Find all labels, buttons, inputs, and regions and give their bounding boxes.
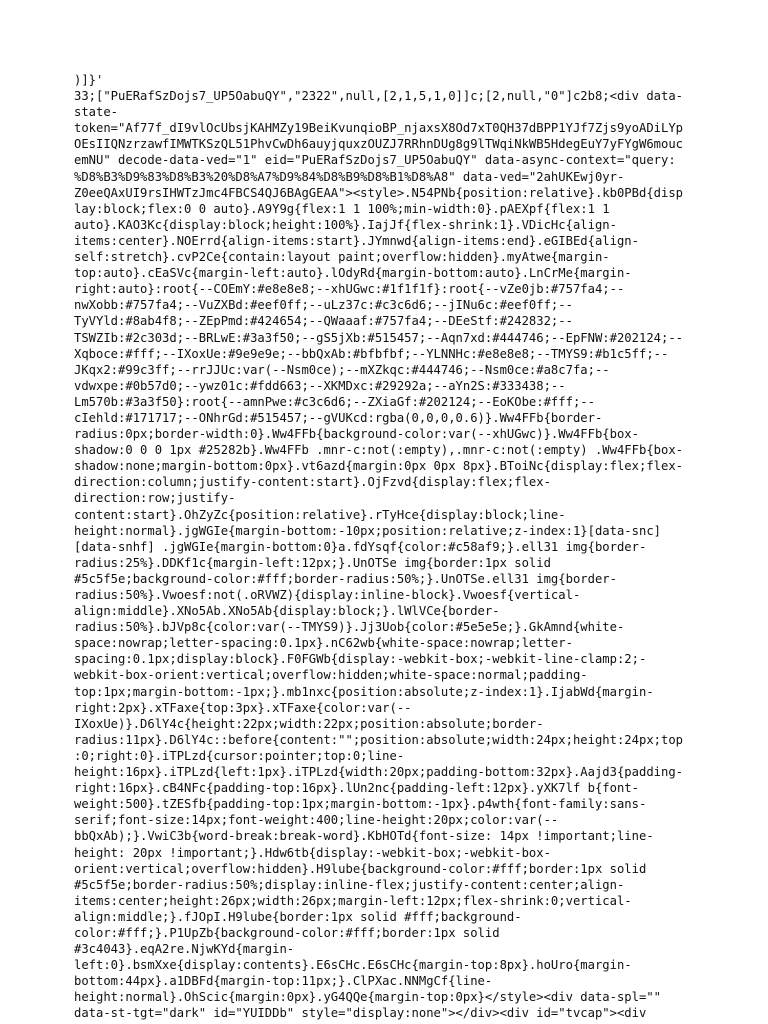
text-line: token="Af77f_dI9vlOcUbsjKAHMZy19BeiKvunqioBP_njaxsX8Od7xT0QH37dBPP1YJf7Zjs9yoADiLYp: [74, 121, 684, 136]
text-line: vdwxpe:#0b57d0;--ywz01c:#fdd663;--XKMDxc:#29292a;--aYn2S:#333438;--: [74, 378, 566, 393]
text-line: align:middle}.XNo5Ab.XNo5Ab{display:block;}.lWlVCe{border-: [74, 604, 500, 619]
text-line: cIehld:#171717;--ONhrGd:#515457;--gVUKcd:rgba(0,0,0,0.6)}.Ww4FFb{border-: [74, 410, 603, 425]
text-line: radius:11px}.D6lY4c::before{content:"";position:absolute;width:24px;height:24px;top: [74, 732, 684, 747]
text-line: TyVYld:#8ab4f8;--ZEpPmd:#424654;--QWaaaf:#757fa4;--DEeStf:#242832;--: [74, 314, 573, 329]
text-line: data-st-tgt="dark" id="YUIDDb" style="display:none"></div><div id="tvcap"><div: [74, 1006, 647, 1021]
text-line: left:0}.bsmXxe{display:contents}.E6sCHc.E6sCHc{margin-top:8px}.hoUro{margin-: [74, 958, 632, 973]
text-line: height:normal}.OhScic{margin:0px}.yG4QQe{margin-top:0px}</style><div data-spl="": [74, 990, 661, 1005]
text-line: emNU" decode-data-ved="1" eid="PuERafSzDojs7_UP5OabuQY" data-async-context="query:: [74, 153, 676, 168]
text-line: 33;["PuERafSzDojs7_UP5OabuQY","2322",null,[2,1,5,1,0]]c;[2,null,"0"]c2b8;<div data-: [74, 89, 684, 104]
text-line: height: 20px !important;}.Hdw6tb{display:-webkit-box;-webkit-box-: [74, 845, 551, 860]
text-line: top:auto}.cEaSVc{margin-left:auto}.lOdyRd{margin-bottom:auto}.LnCrMe{margin-: [74, 266, 632, 281]
text-line: shadow:none;margin-bottom:0px}.vt6azd{margin:0px 0px 8px}.BToiNc{display:flex;flex-: [74, 459, 684, 474]
text-line: Lm570b:#3a3f50}:root{--amnPwe:#c3c6d6;--ZXiaGf:#202124;--EoKObe:#fff;--: [74, 394, 595, 409]
text-line: content:start}.OhZyZc{position:relative}.rTyHce{display:block;line-: [74, 507, 566, 522]
text-line: shadow:0 0 0 1px #25282b}.Ww4FFb .mnr-c:not(:empty),.mnr-c:not(:empty) .Ww4FFb{box-: [74, 443, 684, 458]
text-line: space:nowrap;letter-spacing:0.1px}.nC62wb{white-space:nowrap;letter-: [74, 636, 573, 651]
text-line: %D8%B3%D9%83%D8%B3%20%D8%A7%D9%84%D8%B9%D8%B1%D8%A8" data-ved="2ahUKEwj0yr-: [74, 169, 625, 184]
text-line: lay:block;flex:0 0 auto}.A9Y9g{flex:1 1 100%;min-width:0}.pAEXpf{flex:1 1: [74, 201, 610, 216]
text-line: state-: [74, 105, 119, 120]
text-line: radius:0px;border-width:0}.Ww4FFb{background-color:var(--xhUGwc)}.Ww4FFb{box-: [74, 427, 639, 442]
text-line: auto}.KAO3Kc{display:block;height:100%}.IajJf{flex-shrink:1}.VDicHc{align-: [74, 217, 617, 232]
text-line: #3c4043}.eqA2re.NjwKYd{margin-: [74, 942, 295, 957]
text-line: items:center;height:26px;width:26px;margin-left:12px;flex-shrink:0;vertical-: [74, 893, 632, 908]
text-line: serif;font-size:14px;font-weight:400;line-height:20px;color:var(--: [74, 813, 559, 828]
text-line: :0;right:0}.iTPLzd{cursor:pointer;top:0;line-: [74, 748, 405, 763]
text-line: align:middle;}.fJOpI.H9lube{border:1px solid #fff;background-: [74, 909, 522, 924]
text-line: bottom:44px}.a1DBFd{margin-top:11px;}.ClPXac.NNMgCf{line-: [74, 974, 493, 989]
text-line: color:#fff;}.P1UpZb{background-color:#fff;border:1px solid: [74, 925, 500, 940]
text-line: right:auto}:root{--COEmY:#e8e8e8;--xhUGwc:#1f1f1f}:root{--vZe0jb:#757fa4;--: [74, 282, 625, 297]
text-line: self:stretch}.cvP2Ce{contain:layout paint;overflow:hidden}.myAtwe{margin-: [74, 250, 610, 265]
text-line: #5c5f5e;border-radius:50%;display:inline-flex;justify-content:center;align-: [74, 877, 625, 892]
text-line: webkit-box-orient:vertical;overflow:hidden;white-space:normal;padding-: [74, 668, 588, 683]
text-line: weight:500}.tZESfb{padding-top:1px;margin-bottom:-1px}.p4wth{font-family:sans-: [74, 797, 647, 812]
text-line: spacing:0.1px;display:block}.F0FGWb{display:-webkit-box;-webkit-line-clamp:2;-: [74, 652, 647, 667]
text-line: IXoxUe)}.D6lY4c{height:22px;width:22px;position:absolute;border-: [74, 716, 544, 731]
text-line: height:normal}.jgWGIe{margin-bottom:-10px;position:relative;z-index:1}[data-snc]: [74, 523, 661, 538]
text-line: right:16px}.cB4NFc{padding-top:16px}.lUn2nc{padding-left:12px}.yXK7lf b{font-: [74, 781, 639, 796]
text-line: orient:vertical;overflow:hidden}.H9lube{background-color:#fff;border:1px solid: [74, 861, 647, 876]
text-line: radius:50%}.Vwoesf:not(.oRVWZ){display:inline-block}.Vwoesf{vertical-: [74, 588, 581, 602]
raw-response-text: [74, 72, 714, 1022]
text-line: TSWZIb:#2c303d;--BRLwE:#3a3f50;--gS5jXb:#515457;--Aqn7xd:#444746;--EpFNW:#202124;--: [74, 330, 684, 345]
text-line: right:2px}.xTFaxe{top:3px}.xTFaxe{color:var(--: [74, 700, 412, 715]
text-line: Z0eeQAxUI9rsIHWTzJmc4FBCS4QJ6BAgGEAA"><style>.N54PNb{position:relative}.kb0PBd{disp: [74, 185, 684, 200]
text-line: direction:row;justify-: [74, 491, 236, 506]
text-line: OEsIIQNzrzawfIMWTKSzQL51PhvCwDh6auyjquxzOUZJ7RRhnDUg8g9lTWqiNkWB5HdegEuY7yFYgW6mouc: [74, 137, 684, 152]
text-line: [data-snhf] .jgWGIe{margin-bottom:0}a.fdYsqf{color:#c58af9;}.ell31 img{border-: [74, 539, 647, 554]
text-line: height:16px}.iTPLzd{left:1px}.iTPLzd{width:20px;padding-bottom:32px}.Aajd3{padding-: [74, 765, 684, 780]
text-line: direction:column;justify-content:start}.OjFzvd{display:flex;flex-: [74, 475, 551, 490]
text-line: nwXobb:#757fa4;--VuZXBd:#eef0ff;--uLz37c:#c3c6d6;--jINu6c:#eef0ff;--: [74, 298, 573, 313]
text-line: top:1px;margin-bottom:-1px;}.mb1nxc{position:absolute;z-index:1}.IjabWd{margin-: [74, 684, 654, 699]
text-line: )]}': [74, 73, 104, 87]
text-line: items:center}.NOErrd{align-items:start}.JYmnwd{align-items:end}.eGIBEd{align-: [74, 233, 639, 248]
text-line: Xqboce:#fff;--IXoxUe:#9e9e9e;--bbQxAb:#bfbfbf;--YLNNHc:#e8e8e8;--TMYS9:#b1c5ff;--: [74, 346, 669, 361]
text-line: bbQxAb);}.VwiC3b{word-break:break-word}.KbHOTd{font-size: 14px !important;line-: [74, 829, 654, 844]
text-line: radius:50%}.bJVp8c{color:var(--TMYS9)}.Jj3Uob{color:#5e5e5e;}.GkAmnd{white-: [74, 620, 625, 635]
text-line: radius:25%}.DDKf1c{margin-left:12px;}.UnOTSe img{border:1px solid: [74, 555, 551, 570]
text-line: #5c5f5e;background-color:#fff;border-radius:50%;}.UnOTSe.ell31 img{border-: [74, 571, 617, 586]
text-line: JKqx2:#99c3ff;--rrJJUc:var(--Nsm0ce);--mXZkqc:#444746;--Nsm0ce:#a8c7fa;--: [74, 362, 610, 377]
